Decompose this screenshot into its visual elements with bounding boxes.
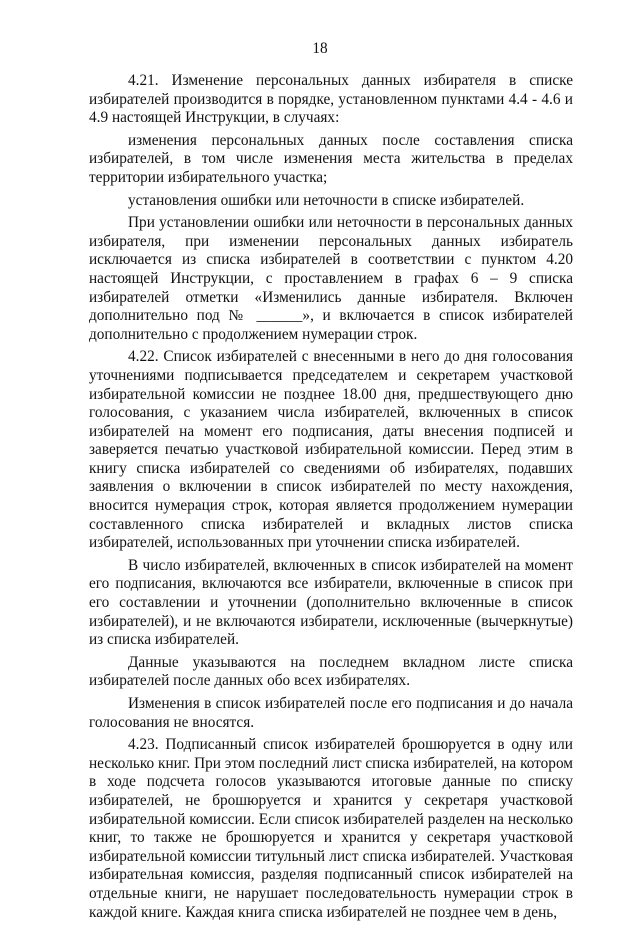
page-number: 18 [312,40,328,57]
document-body [89,72,573,926]
paragraph-data-location: Данные указываются на последнем вкладном листе списка избирателей после данных обо всех избирателях. [89,653,573,690]
paragraph-case-error: установления ошибки или неточности в списке избирателей. [128,191,525,209]
paragraph-error-procedure: При установлении ошибки или неточности в персональных данных избирателя, при изменении персональных данных избиратель исключается из списка избирателей в соответствии с пунктом 4.20 настоящей Инструкции, с проставлением в графах 6 – 9 списка избирателей отметки «Изменились данные избирателя. Включен дополнительно под № ______», и включается в список избирателей дополнительно с продолжением нумерации строк. [89,214,573,343]
paragraph-4-23: 4.23. Подписанный список избирателей брошюруется в одну или несколько книг. При этом последний лист списка избирателей, на котором в ходе подсчета голосов указываются итоговые данные по списку избирателей, не брошюруется и хранится у секретаря участковой избирательной комиссии. Если список избирателей разделен на несколько книг, то также не брошюруется и хранится у секретаря участковой избирательной комиссии титульный лист списка избирателей. Участковая избирательная комиссия, разделяя подписанный список избирателей на отдельные книги, не нарушает последовательность нумерации строк в каждой книге. Каждая книга списка избирателей не позднее чем в день, [89,736,573,921]
paragraph-case-data-change: изменения персональных данных после составления списка избирателей, в том числе изменения места жительства в пределах территории избирательного участка; [89,131,573,186]
paragraph-4-21: 4.21. Изменение персональных данных избирателя в списке избирателей производится в порядке, установленном пунктами 4.4 - 4.6 и 4.9 настоящей Инструкции, в случаях: [89,72,573,127]
paragraph-voter-count: В число избирателей, включенных в список избирателей на момент его подписания, включаются все избиратели, включенные в список при его составлении и уточнении (дополнительно включенные в список избирателей), и не включаются избиратели, исключенные (вычеркнутые) из списка избирателей. [89,556,573,649]
paragraph-4-22: 4.22. Список избирателей с внесенными в него до дня голосования уточнениями подписывается председателем и секретарем участковой избирательной комиссии не позднее 18.00 дня, предшествующего дню голосования, с указанием числа избирателей, включенных в список избирателей на момент его подписания, даты внесения подписей и заверяется печатью участковой избирательной комиссии. Перед этим в книгу списка избирателей со сведениями об избирателях, подавших заявления о включении в список избирателей по месту нахождения, вносится нумерация строк, которая является продолжением нумерации составленного списка избирателей и вкладных листов списка избирателей, использованных при уточнении списка избирателей. [89,348,573,552]
paragraph-no-changes: Изменения в список избирателей после его подписания и до начала голосования не вносятся. [89,695,573,731]
